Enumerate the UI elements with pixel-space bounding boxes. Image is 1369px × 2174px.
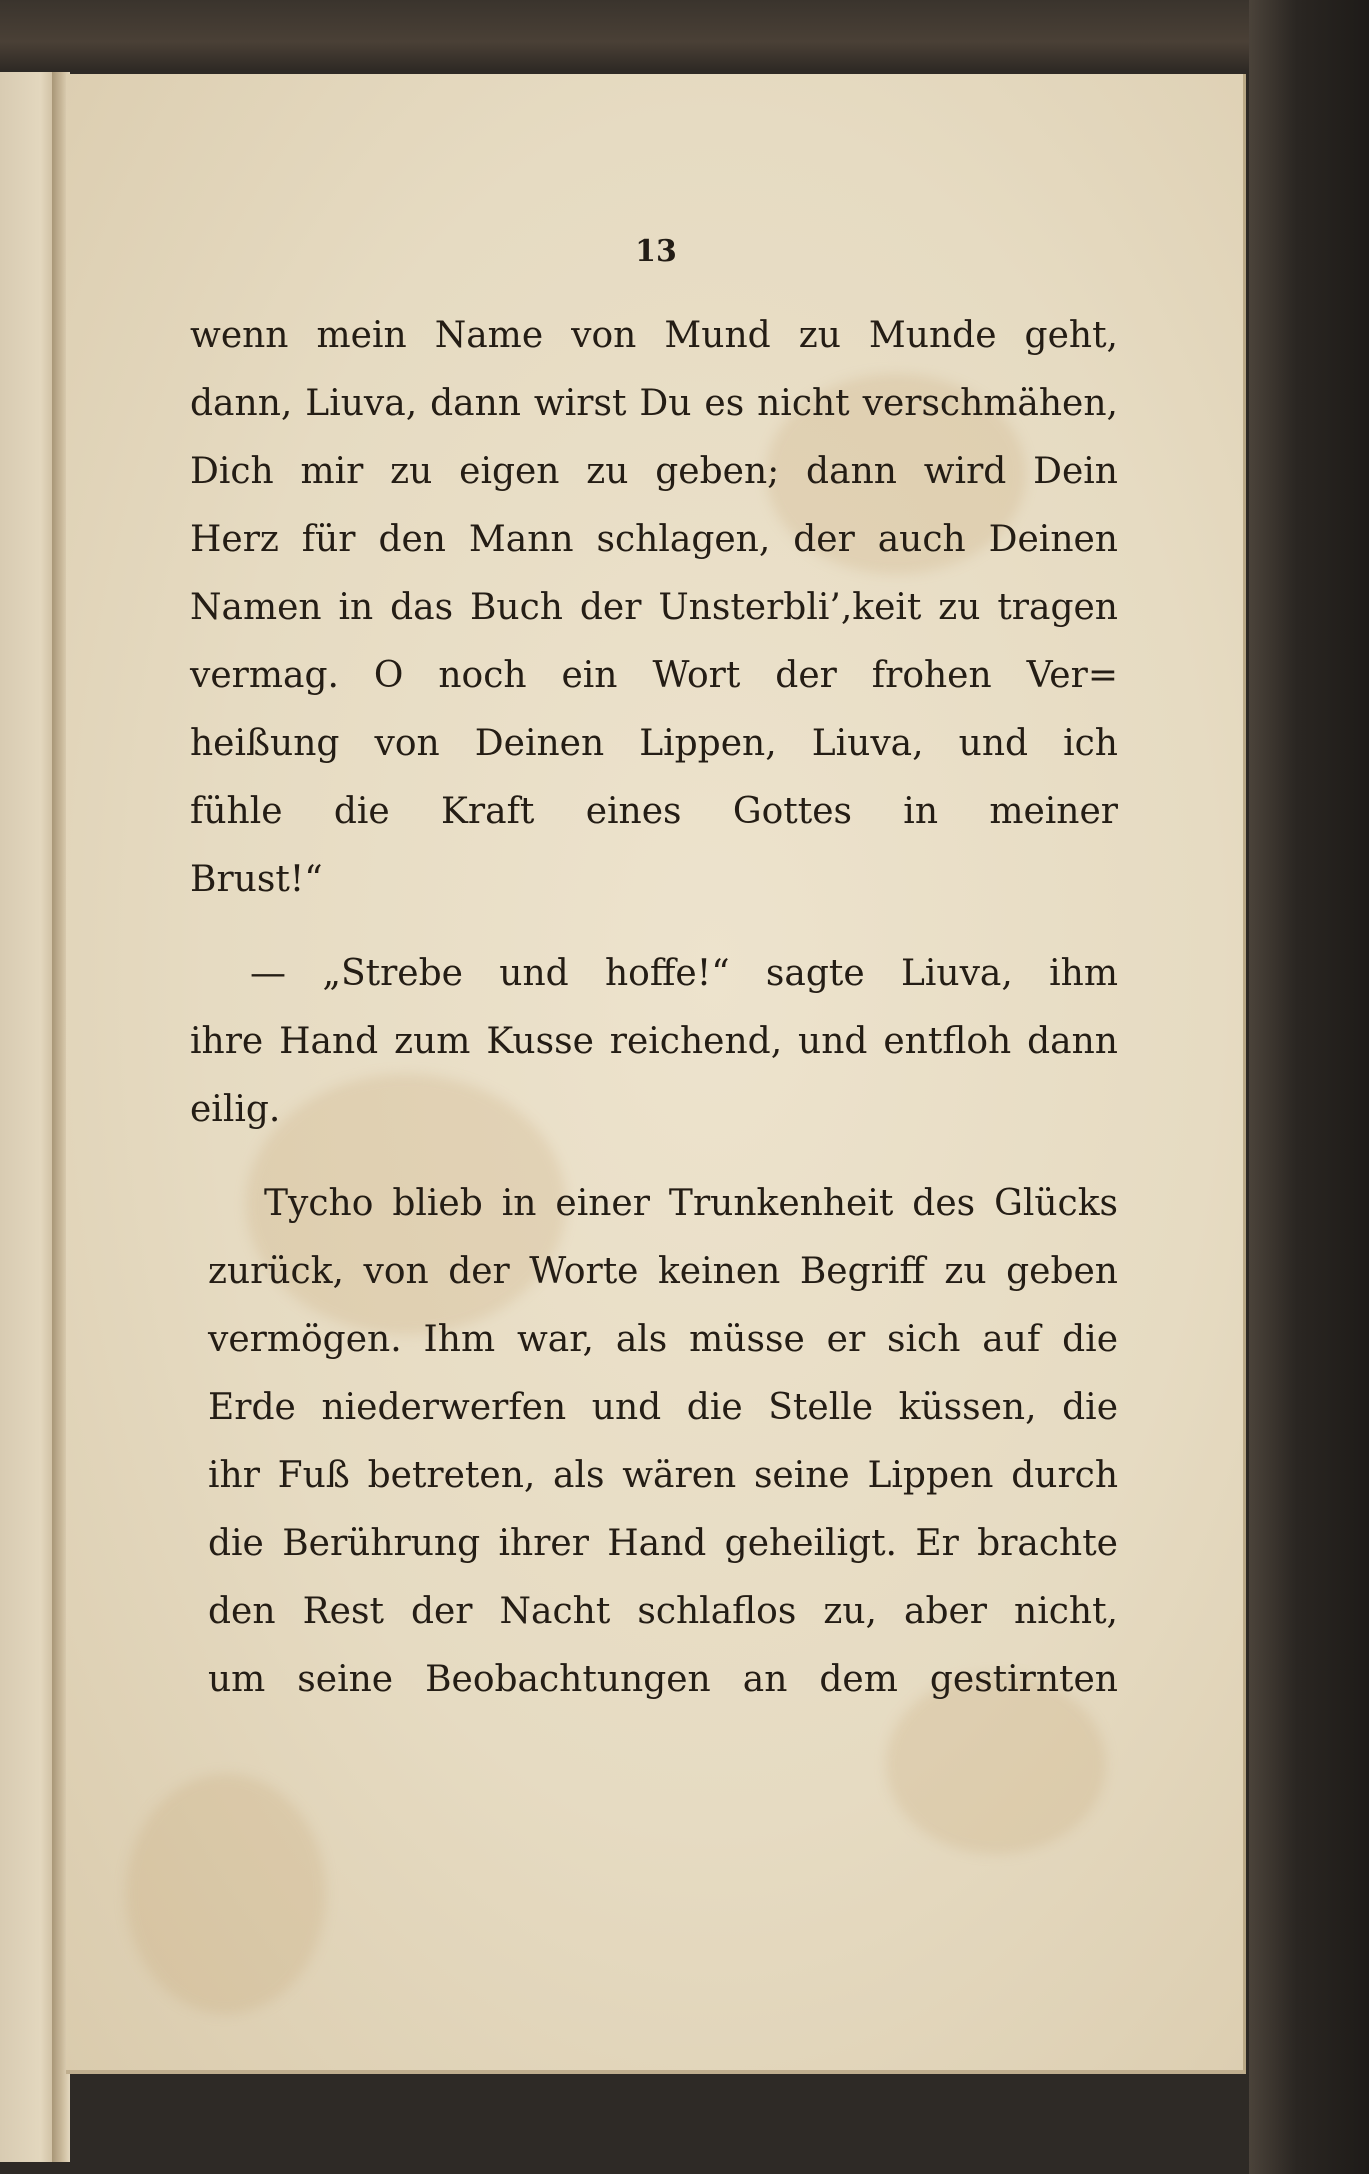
page-number: 13 xyxy=(635,234,677,269)
paragraph-3-continued xyxy=(190,1238,1118,1714)
text-line: Namen in das Buch der Unsterbli’,keit zu tragen xyxy=(190,587,1118,628)
text-line: — „Strebe und hoffe!“ sagte Liuva, ihm xyxy=(250,953,1118,994)
paragraph-gap xyxy=(190,914,1118,940)
page-text xyxy=(190,302,1118,1714)
text-line: die Berührung ihrer Hand geheiligt. Er brachte xyxy=(208,1523,1118,1564)
text-line: Dich mir zu eigen zu geben; dann wird Dein xyxy=(190,451,1118,492)
text-line: zurück, von der Worte keinen Begriff zu geben xyxy=(208,1251,1118,1292)
text-line: vermag. O noch ein Wort der frohen Ver= xyxy=(190,655,1118,696)
text-line: Tycho blieb in einer Trunkenheit des Glücks xyxy=(264,1183,1118,1224)
paragraph-2 xyxy=(190,940,1118,1008)
text-line: fühle die Kraft eines Gottes in meiner xyxy=(190,791,1118,832)
text-line: heißung von Deinen Lippen, Liuva, und ich xyxy=(190,723,1118,764)
text-line: ihre Hand zum Kusse reichend, und entfloh dann xyxy=(190,1021,1118,1062)
paragraph-1 xyxy=(190,302,1118,914)
text-line: wenn mein Name von Mund zu Munde geht, xyxy=(190,315,1118,356)
book-cover-right-edge xyxy=(1249,0,1369,2174)
paragraph-2-continued xyxy=(190,1008,1118,1144)
book-cover-top-edge xyxy=(0,0,1369,70)
text-line: ihr Fuß betreten, als wären seine Lippen durch xyxy=(208,1455,1118,1496)
text-line: Herz für den Mann schlagen, der auch Deinen xyxy=(190,519,1118,560)
paragraph-3 xyxy=(190,1170,1118,1238)
text-line: Brust!“ xyxy=(190,859,323,900)
text-line: den Rest der Nacht schlaflos zu, aber nicht, xyxy=(208,1591,1118,1632)
paragraph-gap xyxy=(190,1144,1118,1170)
text-line: um seine Beobachtungen an dem gestirnten xyxy=(208,1659,1118,1700)
text-line: vermögen. Ihm war, als müsse er sich auf die xyxy=(208,1319,1118,1360)
text-line: Erde niederwerfen und die Stelle küssen, die xyxy=(208,1387,1118,1428)
text-line: dann, Liuva, dann wirst Du es nicht verschmähen, xyxy=(190,383,1118,424)
text-line: eilig. xyxy=(190,1089,281,1130)
facing-page-edge xyxy=(0,72,58,2162)
paper-stain xyxy=(126,1774,326,2014)
book-page xyxy=(66,74,1246,2074)
